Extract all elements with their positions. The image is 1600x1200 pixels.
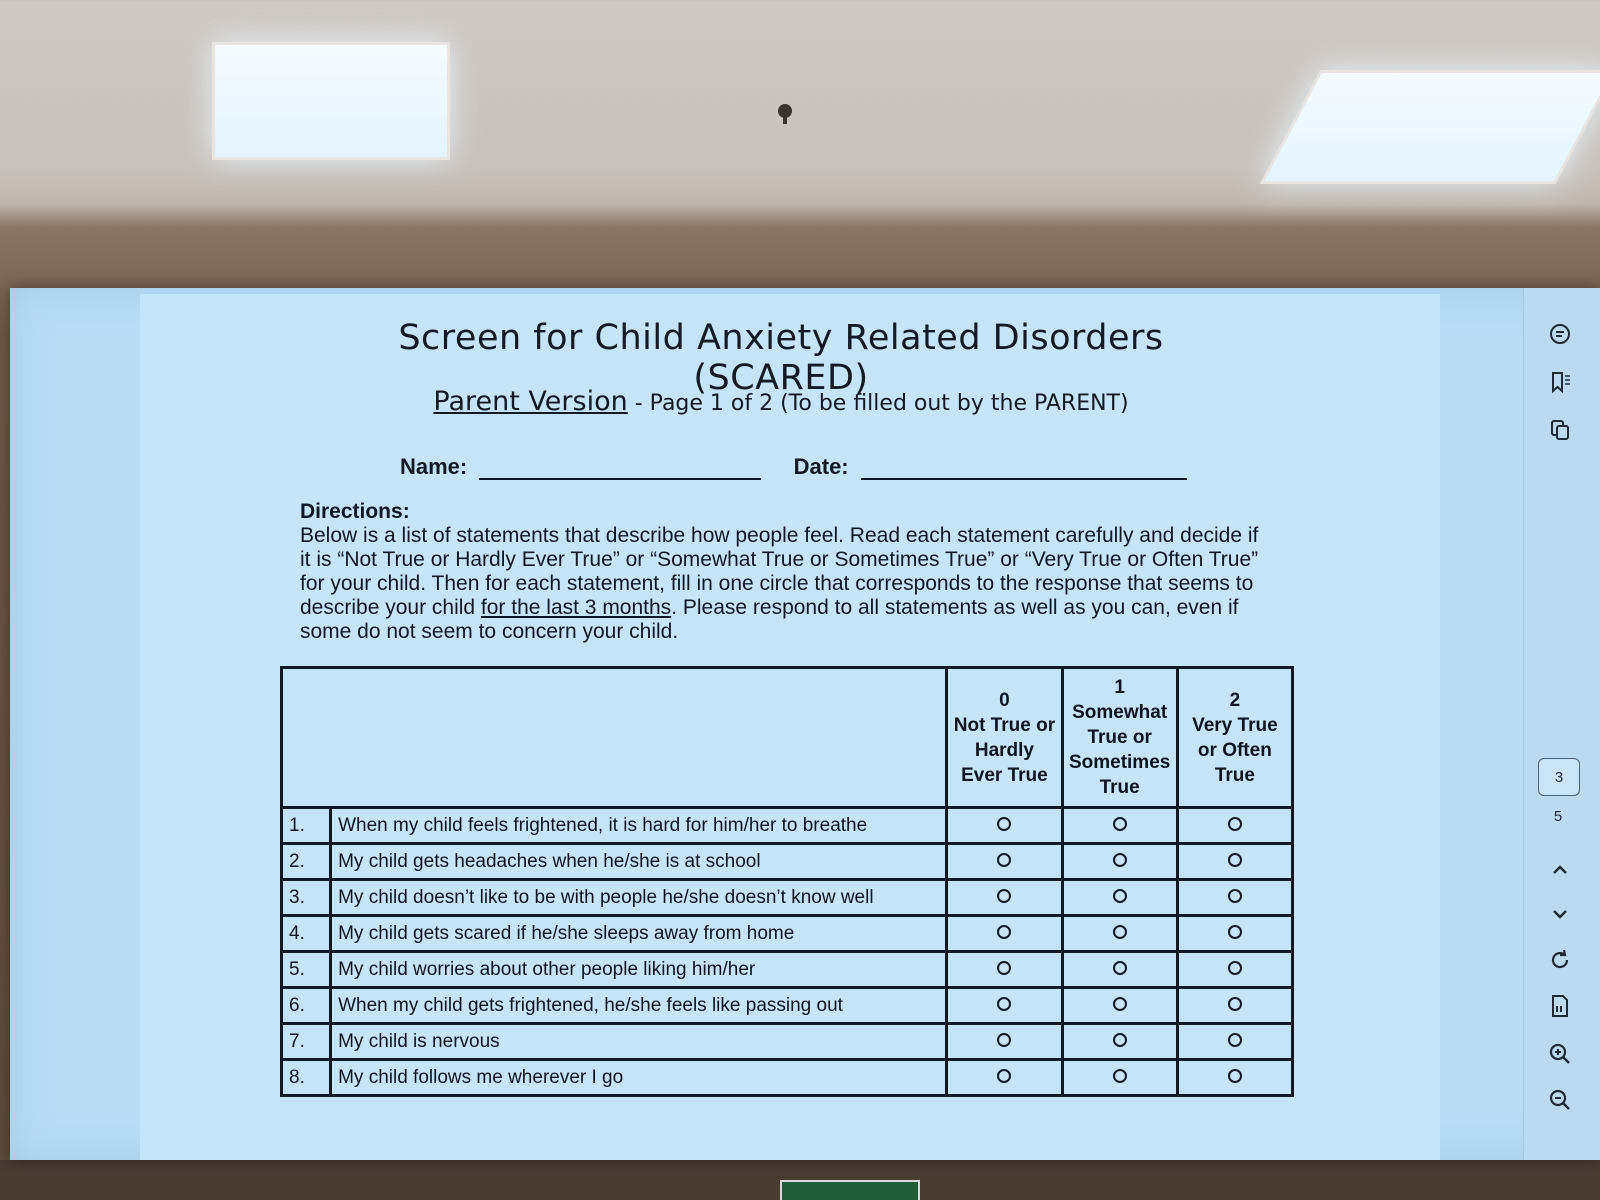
answer-circle[interactable] (997, 925, 1011, 939)
header-blank (282, 668, 947, 808)
row-statement: My child gets headaches when he/she is at school (331, 844, 947, 880)
directions-label: Directions: (300, 500, 410, 523)
column-header: 1 Somewhat True or Sometimes True (1062, 668, 1177, 808)
document-info-icon[interactable] (1544, 990, 1576, 1022)
current-page-input[interactable]: 3 (1538, 758, 1580, 796)
table-header-row (282, 668, 1293, 808)
ceiling-light (212, 42, 450, 160)
directions-underlined: for the last 3 months (480, 596, 672, 619)
date-label: Date: (793, 454, 849, 479)
exit-sign (780, 1180, 920, 1200)
answer-circle[interactable] (1228, 961, 1242, 975)
answer-circle[interactable] (1113, 1069, 1127, 1083)
row-number: 2. (282, 844, 331, 880)
answer-circle[interactable] (997, 853, 1011, 867)
name-field[interactable] (479, 460, 761, 480)
row-number: 7. (282, 1024, 331, 1060)
page-title: Screen for Child Anxiety Related Disorders (SCARED) (398, 318, 1164, 398)
row-number: 3. (282, 880, 331, 916)
chevron-up-icon[interactable] (1544, 854, 1576, 886)
table-row (282, 1024, 1293, 1060)
row-number: 8. (282, 1060, 331, 1096)
directions-text-end: . Please respond to all statements as well as you can, even if some do not seem to concern your child. (300, 596, 1239, 643)
answer-circle[interactable] (1113, 961, 1127, 975)
ceiling-sprinkler (778, 104, 792, 118)
directions (300, 500, 1260, 644)
chevron-down-icon[interactable] (1544, 898, 1576, 930)
parent-version-link: Parent Version (433, 386, 628, 417)
answer-circle[interactable] (1228, 925, 1242, 939)
answer-circle[interactable] (997, 1033, 1011, 1047)
questionnaire-table (280, 666, 1294, 1097)
row-statement: My child gets scared if he/she sleeps away from home (331, 916, 947, 952)
pdf-page (140, 294, 1440, 1160)
page-subtitle (316, 386, 1246, 417)
column-header: 0 Not True or Hardly Ever True (947, 668, 1062, 808)
row-statement: My child worries about other people liking him/her (331, 952, 947, 988)
answer-circle[interactable] (1228, 889, 1242, 903)
zoom-in-icon[interactable] (1544, 1038, 1576, 1070)
name-date-row (400, 454, 1200, 480)
total-pages: 5 (1553, 808, 1563, 825)
table-row (282, 916, 1293, 952)
row-number: 5. (282, 952, 331, 988)
subtitle-text: - Page 1 of 2 (To be filled out by the PARENT) (627, 391, 1129, 416)
answer-circle[interactable] (997, 817, 1011, 831)
table-row (282, 1060, 1293, 1096)
projection-screen (10, 288, 1600, 1160)
answer-circle[interactable] (997, 961, 1011, 975)
answer-circle[interactable] (1113, 889, 1127, 903)
name-label: Name: (400, 454, 468, 479)
row-number: 1. (282, 808, 331, 844)
answer-circle[interactable] (1113, 997, 1127, 1011)
directions-text: Below is a list of statements that describe how people feel. Read each statement carefully and decide if it is “Not True or Hardly Ever True” or “Somewhat True or Sometimes True” or “Very True or Often True” for your child. Then for each statement, fill in one circle that corresponds to the response that seems to describe your child (300, 524, 1259, 619)
answer-circle[interactable] (1113, 817, 1127, 831)
answer-circle[interactable] (1113, 853, 1127, 867)
answer-circle[interactable] (1228, 817, 1242, 831)
answer-circle[interactable] (997, 997, 1011, 1011)
viewer-sidebar (1523, 288, 1600, 1160)
answer-circle[interactable] (1228, 997, 1242, 1011)
row-statement: My child doesn’t like to be with people he/she doesn’t know well (331, 880, 947, 916)
table-row (282, 808, 1293, 844)
date-field[interactable] (861, 460, 1187, 480)
answer-circle[interactable] (997, 889, 1011, 903)
row-number: 4. (282, 916, 331, 952)
table-row (282, 952, 1293, 988)
answer-circle[interactable] (1113, 925, 1127, 939)
bookmark-list-icon[interactable] (1544, 366, 1576, 398)
table-row (282, 988, 1293, 1024)
answer-circle[interactable] (1228, 1033, 1242, 1047)
row-number: 6. (282, 988, 331, 1024)
ceiling-light (1260, 70, 1600, 184)
rotate-icon[interactable] (1544, 944, 1576, 976)
column-header: 2 Very True or Often True (1177, 668, 1292, 808)
comment-icon[interactable] (1544, 318, 1576, 350)
table-row (282, 880, 1293, 916)
table-row (282, 844, 1293, 880)
answer-circle[interactable] (1228, 1069, 1242, 1083)
zoom-out-icon[interactable] (1544, 1084, 1576, 1116)
answer-circle[interactable] (1228, 853, 1242, 867)
row-statement: My child follows me wherever I go (331, 1060, 947, 1096)
row-statement: When my child gets frightened, he/she feels like passing out (331, 988, 947, 1024)
answer-circle[interactable] (1113, 1033, 1127, 1047)
row-statement: When my child feels frightened, it is hard for him/her to breathe (331, 808, 947, 844)
row-statement: My child is nervous (331, 1024, 947, 1060)
answer-circle[interactable] (997, 1069, 1011, 1083)
copy-icon[interactable] (1544, 414, 1576, 446)
